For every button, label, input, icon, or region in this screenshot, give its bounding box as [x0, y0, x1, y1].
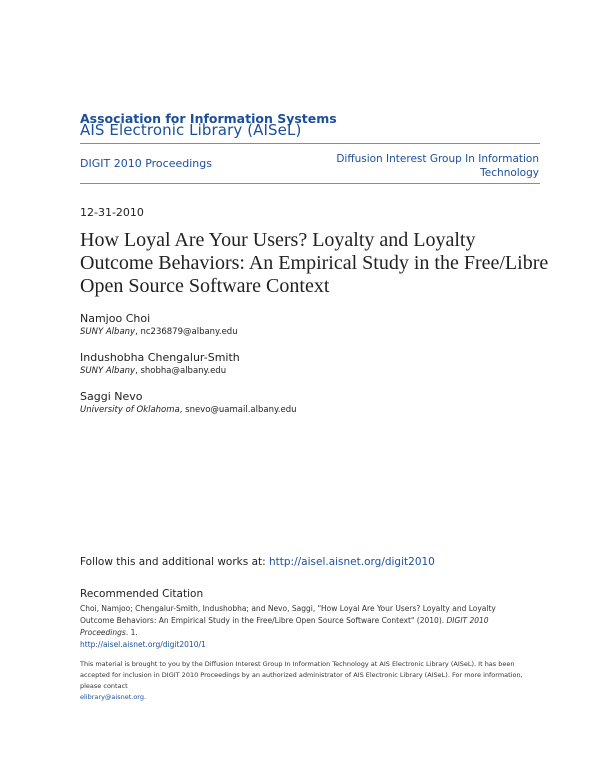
citation-text — [80, 603, 500, 651]
follow-works — [80, 556, 435, 568]
author-name: Saggi Nevo — [80, 390, 143, 403]
organization-name: Association for Information Systems — [80, 111, 337, 126]
notice-end: . — [143, 693, 147, 701]
citation-end: . 1. — [125, 628, 138, 637]
library-link[interactable]: AIS Electronic Library (AISeL) — [80, 121, 302, 139]
author-name: Indushobha Chengalur-Smith — [80, 351, 240, 364]
author-institution: SUNY Albany — [80, 327, 136, 337]
access-notice — [80, 659, 525, 703]
citation-proceedings: DIGIT 2010 Proceedings — [80, 616, 489, 637]
paper-title: How Loyal Are Your Users? Loyalty and Loyalty Outcome Behaviors: An Empirical Study in the Free/Libre Open Source Software Context — [80, 229, 549, 297]
author-email[interactable]: shobha@albany.edu — [140, 366, 227, 376]
interest-group-line2: Technology — [480, 167, 539, 179]
author-email[interactable]: nc236879@albany.edu — [140, 327, 238, 337]
author-affiliation: SUNY Albany, nc236879@albany.edu — [80, 327, 238, 337]
series-divider — [80, 183, 540, 184]
author-block-2 — [80, 351, 240, 376]
contact-email-link[interactable]: elibrary@aisnet.org — [80, 693, 144, 701]
citation-link[interactable]: http://aisel.aisnet.org/digit2010/1 — [80, 640, 206, 649]
author-block-3 — [80, 390, 297, 415]
author-block-1 — [80, 312, 238, 337]
publication-date: 12-31-2010 — [80, 206, 144, 219]
citation-body: Choi, Namjoo; Chengalur-Smith, Indushobha; and Nevo, Saggi, "How Loyal Are Your Users? Loyalty and Loyalty Outcome Behaviors: An Empirical Study in the Free/Libre Open Source Software Context" (2010). — [80, 604, 496, 625]
author-affiliation: University of Oklahoma, snevo@uamail.albany.edu — [80, 405, 297, 415]
author-institution: SUNY Albany — [80, 366, 136, 376]
author-affiliation: SUNY Albany, shobha@albany.edu — [80, 366, 227, 376]
proceedings-link[interactable]: DIGIT 2010 Proceedings — [80, 157, 212, 170]
header-divider — [80, 143, 540, 144]
author-name: Namjoo Choi — [80, 312, 151, 325]
collection-link[interactable]: http://aisel.aisnet.org/digit2010 — [269, 556, 435, 568]
notice-text: This material is brought to you by the Diffusion Interest Group In Information Technology at AIS Electronic Library (AISeL). It has been accepted for inclusion in DIGIT 2010 Proceedings by an authorized administrator of AIS Electronic Library (AISeL). For more information, please contact — [80, 660, 523, 690]
recommended-citation-heading: Recommended Citation — [80, 588, 204, 600]
interest-group-link[interactable] — [329, 152, 539, 180]
author-institution: University of Oklahoma — [80, 405, 180, 415]
follow-text: Follow this and additional works at: — [80, 556, 269, 568]
interest-group-line1: Diffusion Interest Group In Information — [336, 153, 539, 165]
author-email[interactable]: snevo@uamail.albany.edu — [185, 405, 297, 415]
